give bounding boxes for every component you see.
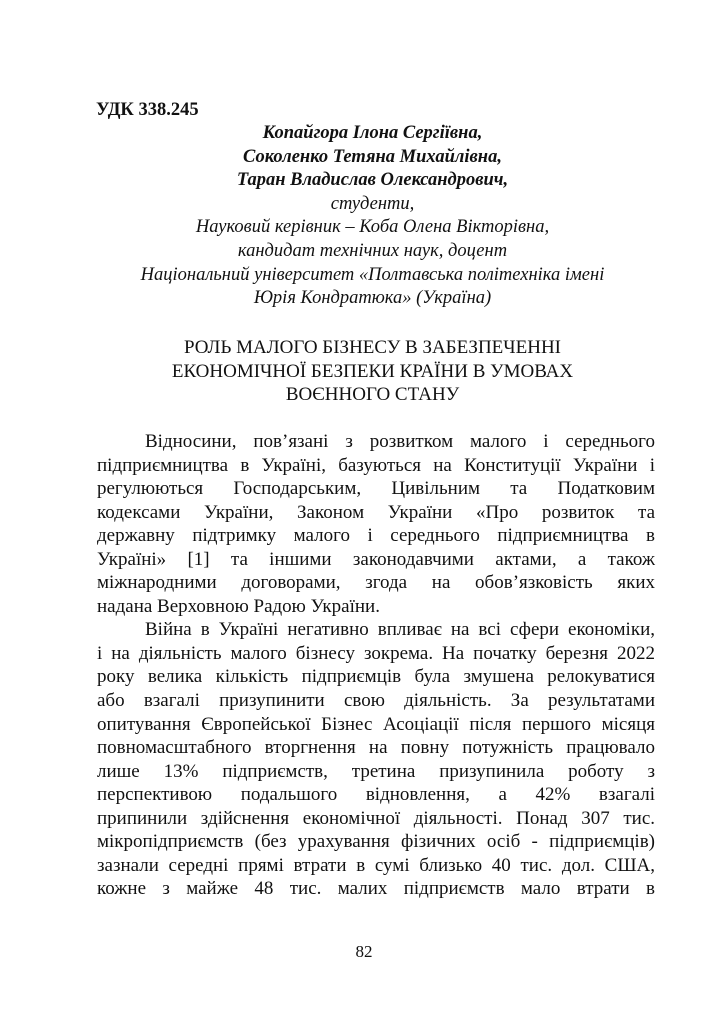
title-line: ЕКОНОМІЧНОЇ БЕЗПЕКИ КРАЇНИ В УМОВАХ: [171, 360, 574, 382]
affiliation-line: Національний університет «Полтавська політехніка імені: [140, 264, 605, 285]
supervisor-degree: кандидат технічних наук, доцент: [237, 240, 508, 261]
text-line: Відносини, пов’язані з розвитком малого і середнього: [145, 431, 655, 452]
text-line: Україні» [1] та іншими законодавчими актами, а також: [97, 548, 655, 570]
text-line: міжнародними договорами, згода на обов’язковість яких: [97, 572, 655, 594]
text-line: перспективою подальшого відновлення, а 42% взагалі: [97, 784, 655, 806]
author-status: студенти,: [330, 193, 415, 214]
text-line: припинили здійснення економічної діяльності. Понад 307 тис.: [97, 807, 655, 829]
page-number: 82: [355, 942, 373, 961]
text-line: державну підтримку малого і середнього підприємництва в: [97, 525, 655, 547]
paragraph-2: [97, 618, 655, 901]
article-body: [97, 430, 655, 901]
affiliation-line: Юрія Кондратюка» (Україна): [253, 288, 492, 309]
text-line: Війна в Україні негативно впливає на всі сфери економіки,: [145, 619, 655, 641]
author-name: Копайгора Ілона Сергіївна,: [262, 123, 483, 143]
text-line: мікропідприємств (без урахування фізичних осіб - підприємців): [97, 831, 655, 853]
article-title: [80, 336, 665, 407]
text-line: опитування Європейської Бізнес Асоціації після першого місяця: [97, 713, 655, 735]
text-line: і на діяльність малого бізнесу зокрема. На початку березня 2022: [97, 642, 655, 664]
title-line: РОЛЬ МАЛОГО БІЗНЕСУ В ЗАБЕЗПЕЧЕННІ: [183, 337, 561, 358]
author-name: Соколенко Тетяна Михайлівна,: [243, 146, 502, 167]
author-name: Таран Владислав Олександрович,: [236, 170, 509, 191]
title-line: ВОЄННОГО СТАНУ: [285, 384, 460, 405]
text-line: кожне з майже 48 тис. малих підприємств мало втрати в: [97, 878, 655, 900]
supervisor: Науковий керівник – Коба Олена Вікторівна,: [195, 217, 550, 238]
text-line: або взагалі призупинити свою діяльність. За результатами: [97, 690, 655, 712]
text-line: регулюються Господарським, Цивільним та Податковим: [97, 478, 655, 500]
text-line: року велика кількість підприємців була змушена релокуватися: [97, 666, 655, 688]
text-line: зазнали середні прямі втрати в сумі близько 40 тис. дол. США,: [97, 854, 655, 876]
udk-code: УДК 338.245: [96, 100, 199, 120]
author-block: [80, 122, 665, 311]
text-line: підприємництва в Україні, базуються на Конституції України і: [97, 454, 655, 476]
text-line: кодексами України, Законом України «Про розвиток та: [97, 501, 655, 523]
text-line: надана Верховною Радою України.: [97, 595, 380, 617]
text-line: лише 13% підприємств, третина призупинила роботу з: [97, 760, 655, 782]
text-line: повномасштабного вторгнення на повну потужність працювало: [97, 737, 655, 759]
paragraph-1: [97, 430, 655, 618]
